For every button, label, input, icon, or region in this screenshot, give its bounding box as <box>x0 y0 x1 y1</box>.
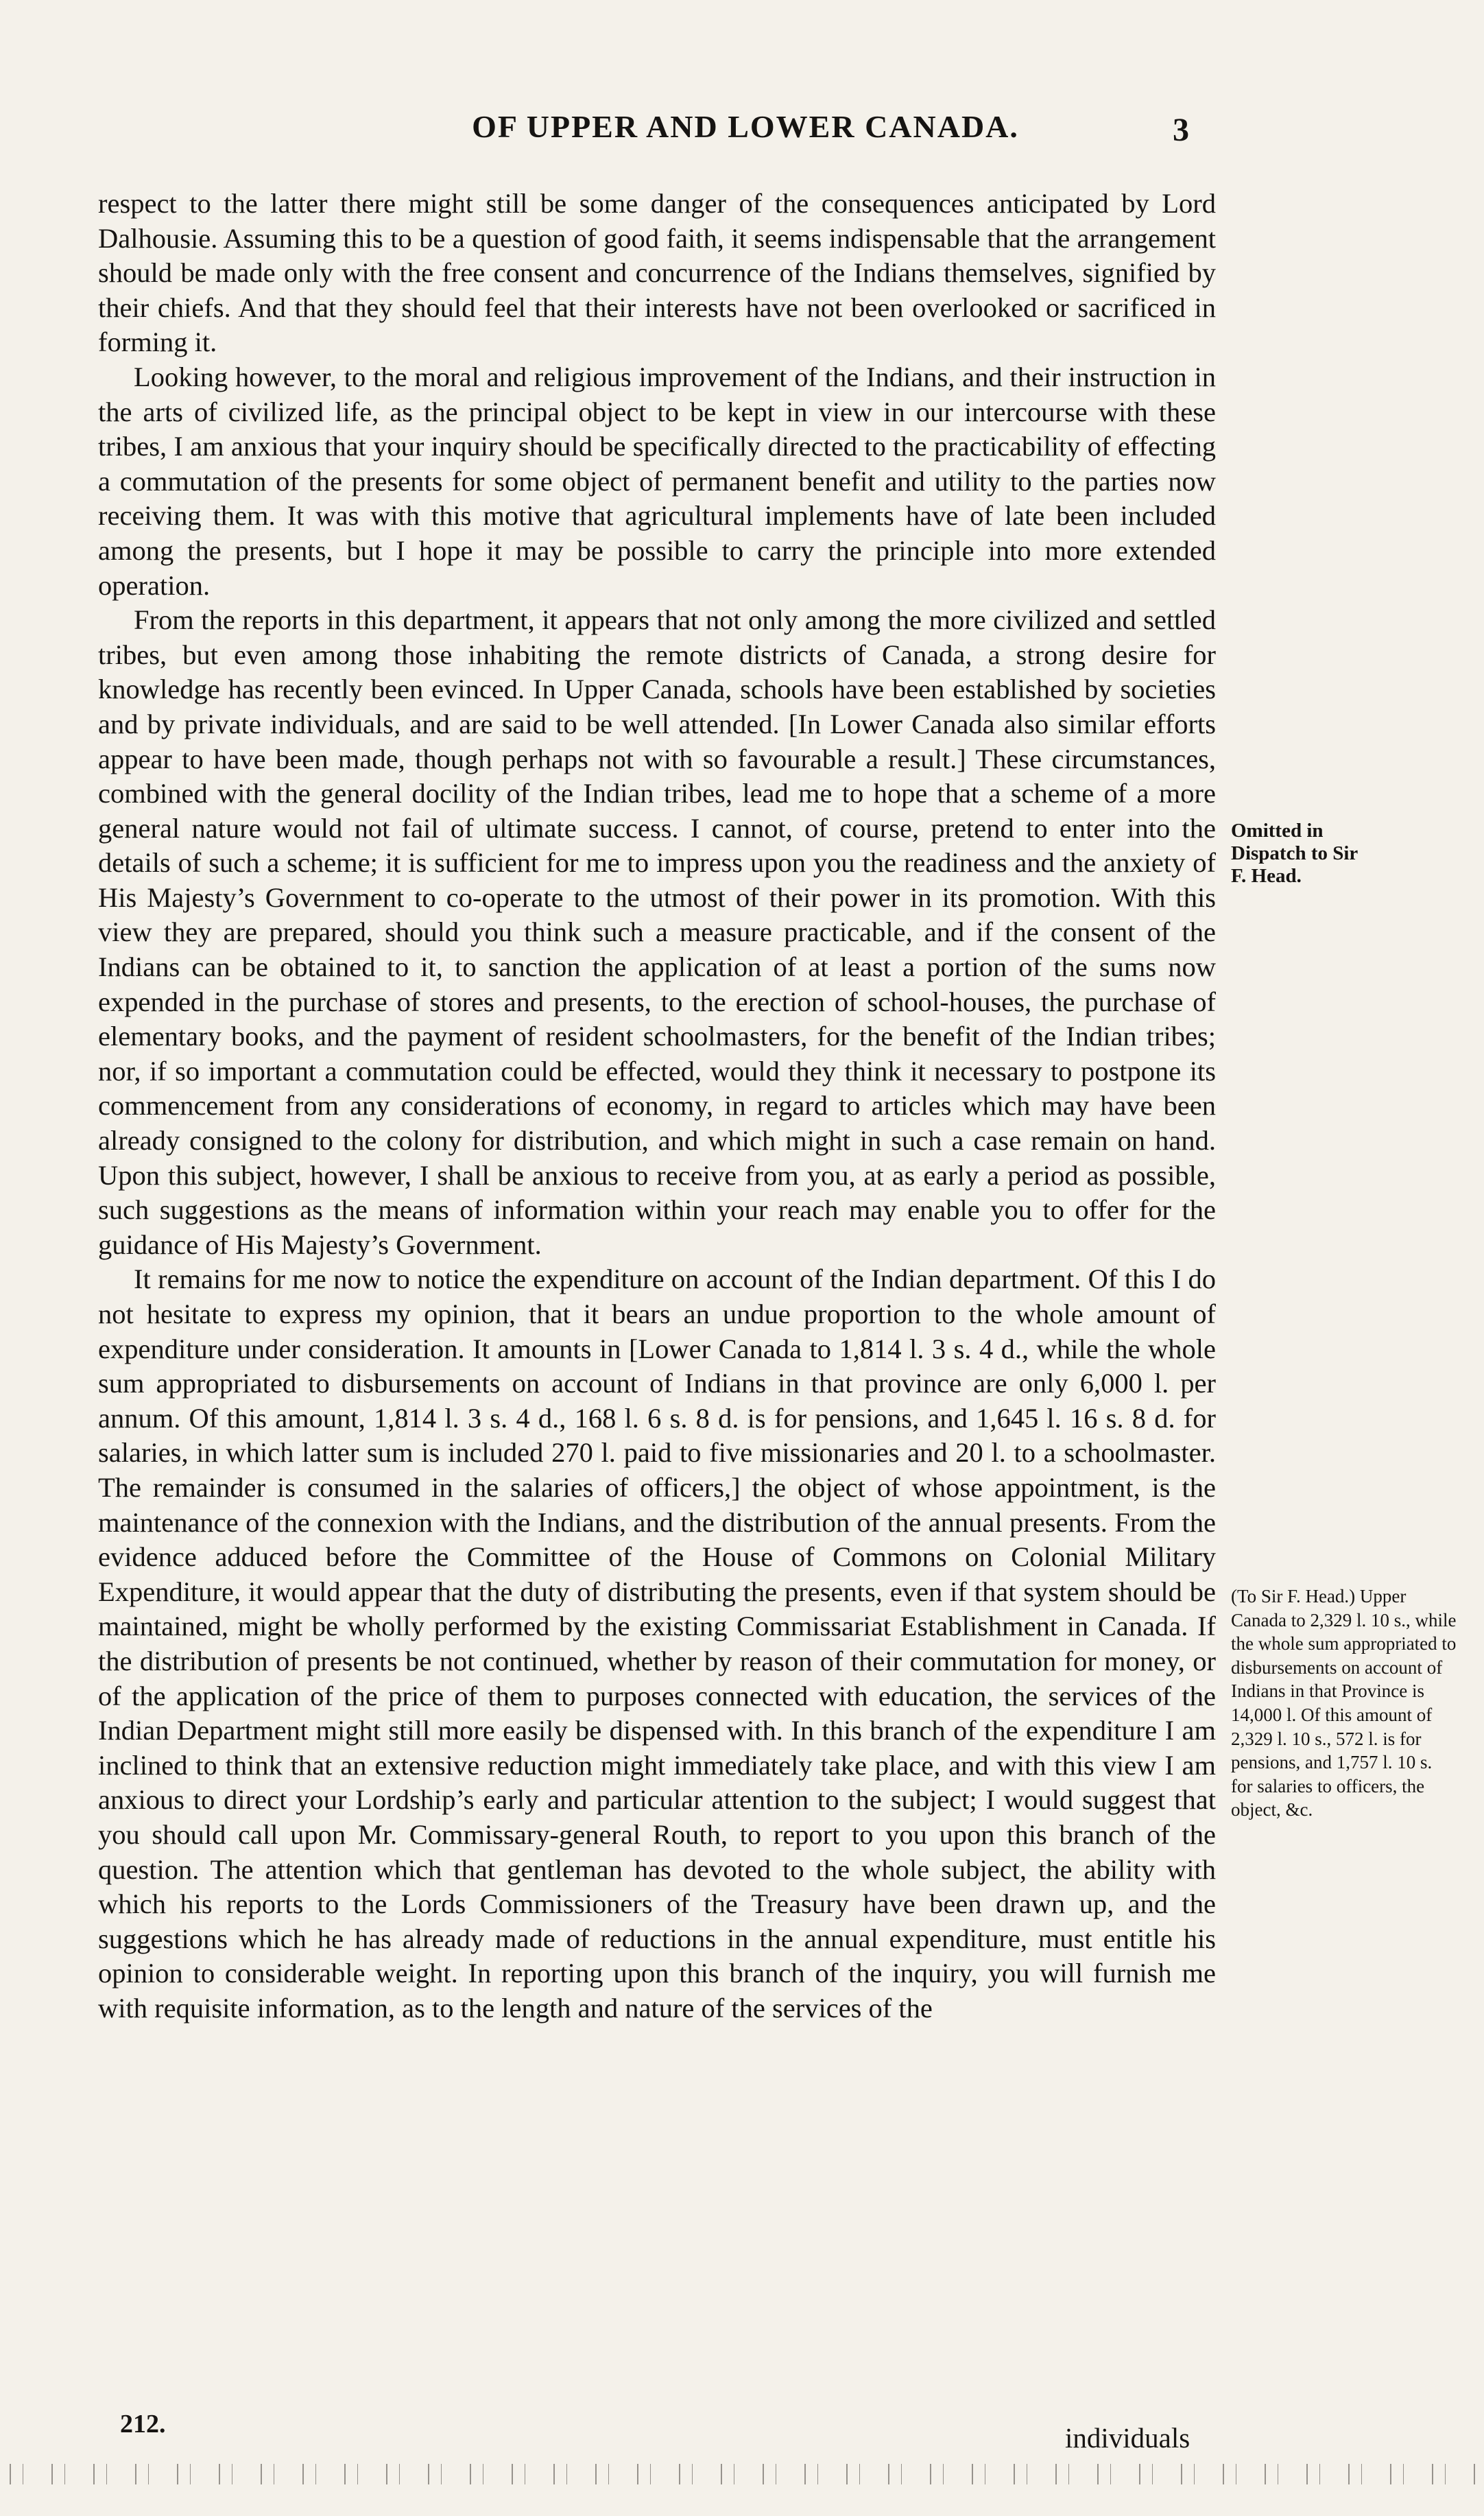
main-text <box>98 187 1216 2026</box>
scan-noise <box>0 2464 1484 2484</box>
paragraph-4: It remains for me now to notice the expenditure on account of the Indian department. Of this I do not hesitate to express my opinion, that it bears an undue proportion to the whole amount of expenditure under consideration. It amounts in [Lower Canada to 1,814 l. 3 s. 4 d., while the whole sum appropriated to disbursements on account of Indians in that province are only 6,000 l. per annum. Of this amount, 1,814 l. 3 s. 4 d., 168 l. 6 s. 8 d. is for pensions, and 1,645 l. 16 s. 8 d. for salaries, in which latter sum is included 270 l. paid to five missionaries and 20 l. to a schoolmaster. The remainder is consumed in the salaries of officers,] the object of whose appointment, is the maintenance of the connexion with the Indians, and the distribution of the annual presents. From the evidence adduced before the Committee of the House of Commons on Colonial Military Expenditure, it would appear that the duty of distributing the presents, even if that system should be maintained, might be wholly performed by the existing Commissariat Establishment in Canada. If the distribution of presents be not continued, whether by reason of their commutation for money, or of the application of the price of them to purposes connected with education, the services of the Indian Department might still more easily be dispensed with. In this branch of the expenditure I am inclined to think that an extensive reduction might immediately take place, and with this view I am anxious to direct your Lordship’s early and particular attention to the subject; I would suggest that you should call upon Mr. Commissary-general Routh, to report to you upon this branch of the question. The attention which that gentleman has devoted to the whole subject, the ability with which his reports to the Lords Commissioners of the Treasury have been drawn up, and the suggestions which he has already made of reductions in the annual expenditure, must entitle his opinion to considerable weight. In reporting upon this branch of the inquiry, you will furnish me with requisite information, as to the length and nature of the services of the <box>98 1263 1216 2024</box>
page-number: 3 <box>1173 112 1189 148</box>
paragraph-3: From the reports in this department, it appears that not only among the more civilized and settled tribes, but even among those inhabiting the remote districts of Canada, a strong desire for knowledge has recently been evinced. In Upper Canada, schools have been established by societies and by private individuals, and are said to be well attended. [In Lower Canada also similar efforts appear to have been made, though perhaps not with so favourable a result.] These circumstances, combined with the general docility of the Indian tribes, lead me to hope that a scheme of a more general nature would not fail of ultimate success. I cannot, of course, pretend to enter into the details of such a scheme; it is sufficient for me to impress upon you the readiness and the anxiety of His Majesty’s Government to co-operate to the utmost of their power in its promotion. With this view they are prepared, should you think such a measure practicable, and if the consent of the Indians can be obtained to it, to sanction the application of at least a portion of the sums now expended in the purchase of stores and presents, to the erection of school-houses, the purchase of elementary books, and the payment of resident schoolmasters, for the benefit of the Indian tribes; nor, if so important a commutation could be effected, would they think it necessary to postpone its commencement from any considerations of economy, in regard to articles which may have been already consigned to the colony for distribution, and which might in such a case remain on hand. Upon this subject, however, I shall be anxious to receive from you, at as early a period as possible, such suggestions as the means of information within your reach may enable you to offer for the guidance of His Majesty’s Government. <box>98 604 1216 1260</box>
catchword: individuals <box>1065 2422 1190 2454</box>
signature-mark: 212. <box>120 2410 166 2438</box>
paragraph-2: Looking however, to the moral and religious improvement of the Indians, and their instruction in the arts of civilized life, as the principal object to be kept in view in our intercourse with these tribes, I am anxious that your inquiry should be specifically directed to the practicability of effecting a commutation of the presents for some object of permanent benefit and utility to the parties now receiving them. It was with this motive that agricultural implements have of late been included among the presents, but I hope it may be possible to carry the principle into more extended operation. <box>98 361 1216 601</box>
sidenote-omitted-in-dispatch: Omitted in Dispatch to Sir F. Head. <box>1231 820 1358 887</box>
sidenote-to-sir-f-head: (To Sir F. Head.) Upper Canada to 2,329 l. 10 s., while the whole sum appropriated to disbursements on account of Indians in that Province is 14,000 l. Of this amount of 2,329 l. 10 s., 572 l. is for pensions, and 1,757 l. 10 s. for salaries to officers, the object, &c. <box>1231 1586 1457 1820</box>
paragraph-1: respect to the latter there might still be some danger of the consequences anticipated by Lord Dalhousie. Assuming this to be a question of good faith, it seems indispensable that the arrangement should be made only with the free consent and concurrence of the Indians themselves, signified by their chiefs. And that they should feel that their interests have not been overlooked or sacrificed in forming it. <box>98 188 1216 358</box>
running-title: OF UPPER AND LOWER CANADA. <box>472 109 1019 144</box>
